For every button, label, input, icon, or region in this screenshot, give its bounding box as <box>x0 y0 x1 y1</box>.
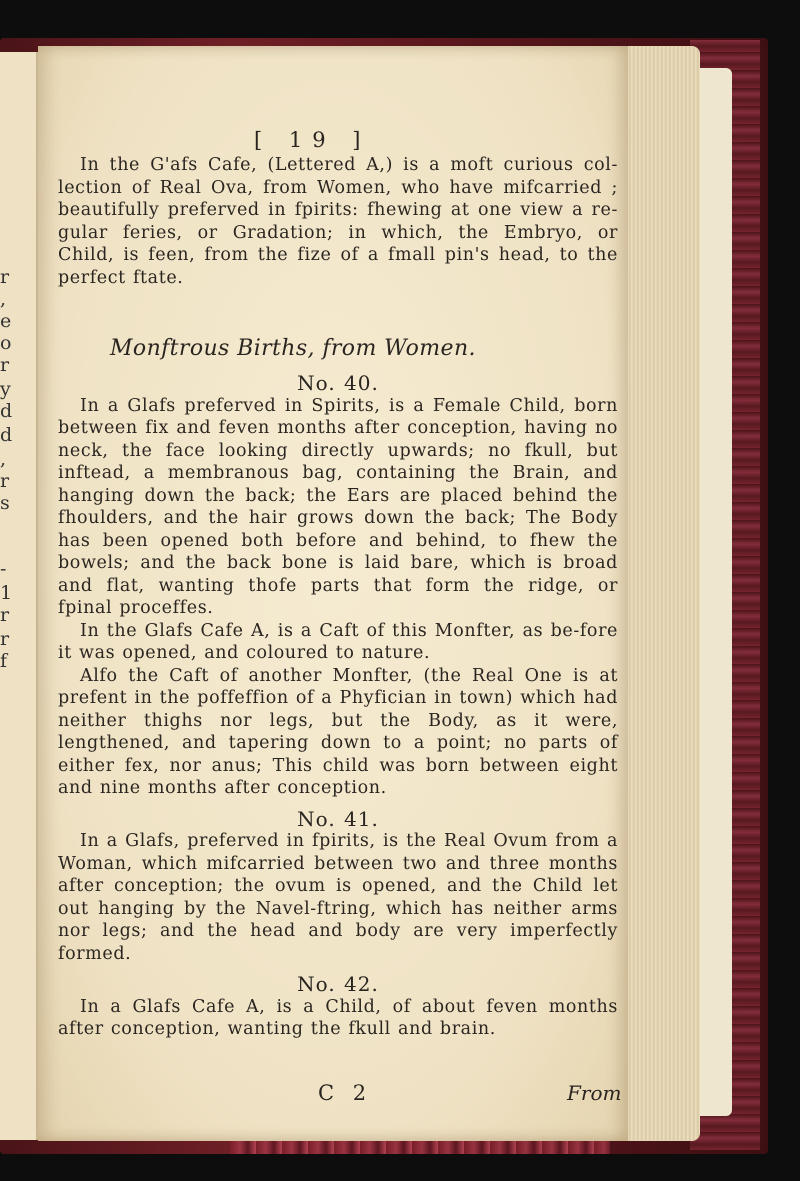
prev-page-letter: r <box>0 354 10 376</box>
prev-page-letter: o <box>0 332 12 354</box>
prev-page-letter: 1 <box>0 582 13 604</box>
section-heading: Monftrous Births, from Women. <box>110 336 476 361</box>
entry-number: No. 40. <box>297 371 379 395</box>
entry-number: No. 41. <box>297 806 379 831</box>
prev-page-letter: , <box>0 448 7 470</box>
signature-mark: C 2 <box>318 1081 373 1105</box>
prev-page-letter: r <box>0 604 10 626</box>
prev-page-letter: f <box>0 650 8 672</box>
book-page <box>38 46 628 1141</box>
entry-paragraph: In a Glafs, preferved in fpirits, is the Real Ovum from a Woman, which mifcarried between two and three months after conception; the ovum is opened, and the Child let out hanging by the Navel-ftring, which has neither arms nor legs; and the head and body are very imperfectly formed. <box>58 831 618 964</box>
prev-page-letter: y <box>0 378 11 400</box>
entry-paragraph: In a Glafs preferved in Spirits, is a Female Child, born between fix and feven months after conception, having no neck, the face looking directly upwards; no fkull, but inftead, a membranous bag, containing the Brain, and hanging down the back; the Ears are placed behind the fhoulders, and the hair grows down the back; The Body has been opened both before and behind, to fhew the bowels; and the back bone is laid bare, which is broad and flat, wanting thofe parts that form the ridge, or fpinal proceffes. <box>58 395 618 618</box>
entry-paragraph: In a Glafs Cafe A, is a Child, of about feven months after conception, wanting the fkull and brain. <box>58 996 618 1039</box>
entries-block <box>58 372 618 1041</box>
previous-page-edge <box>0 52 38 1140</box>
page-number: [ 19 ] <box>254 128 371 152</box>
intro-block <box>58 154 618 289</box>
catchword: From <box>567 1081 622 1105</box>
prev-page-letter: d <box>0 400 13 422</box>
endpaper-edge <box>700 68 732 1116</box>
prev-page-letter: s <box>0 492 10 514</box>
prev-page-letter: , <box>0 288 7 310</box>
intro-paragraph: In the G'afs Cafe, (Lettered A,) is a moft curious col-lection of Real Ova, from Women, who have mifcarried ; beautifully preferved in fpirits: fhewing at one view a re-gular feries, or Gradation; in which, the Embryo, or Child, is feen, from the fize of a fmall pin's head, to the perfect ftate. <box>58 155 618 288</box>
entry-paragraph: In the Glafs Cafe A, is a Caft of this Monfter, as be-fore it was opened, and coloured to nature. <box>58 620 618 663</box>
prev-page-letter: e <box>0 310 12 332</box>
page-edges <box>620 46 700 1141</box>
entry-paragraph: Alfo the Caft of another Monfter, (the Real One is at prefent in the poffeffion of a Phyfician in town) which had neither thighs nor legs, but the Body, as it were, lengthened, and tapering down to a point; no parts of either fex, nor anus; This child was born between eight and nine months after conception. <box>58 665 618 798</box>
entry-number: No. 42. <box>297 972 379 996</box>
prev-page-letter: r <box>0 266 10 288</box>
prev-page-letter: d <box>0 424 13 446</box>
prev-page-letter: - <box>0 558 7 580</box>
prev-page-letter: r <box>0 628 10 650</box>
prev-page-letter: r <box>0 470 10 492</box>
